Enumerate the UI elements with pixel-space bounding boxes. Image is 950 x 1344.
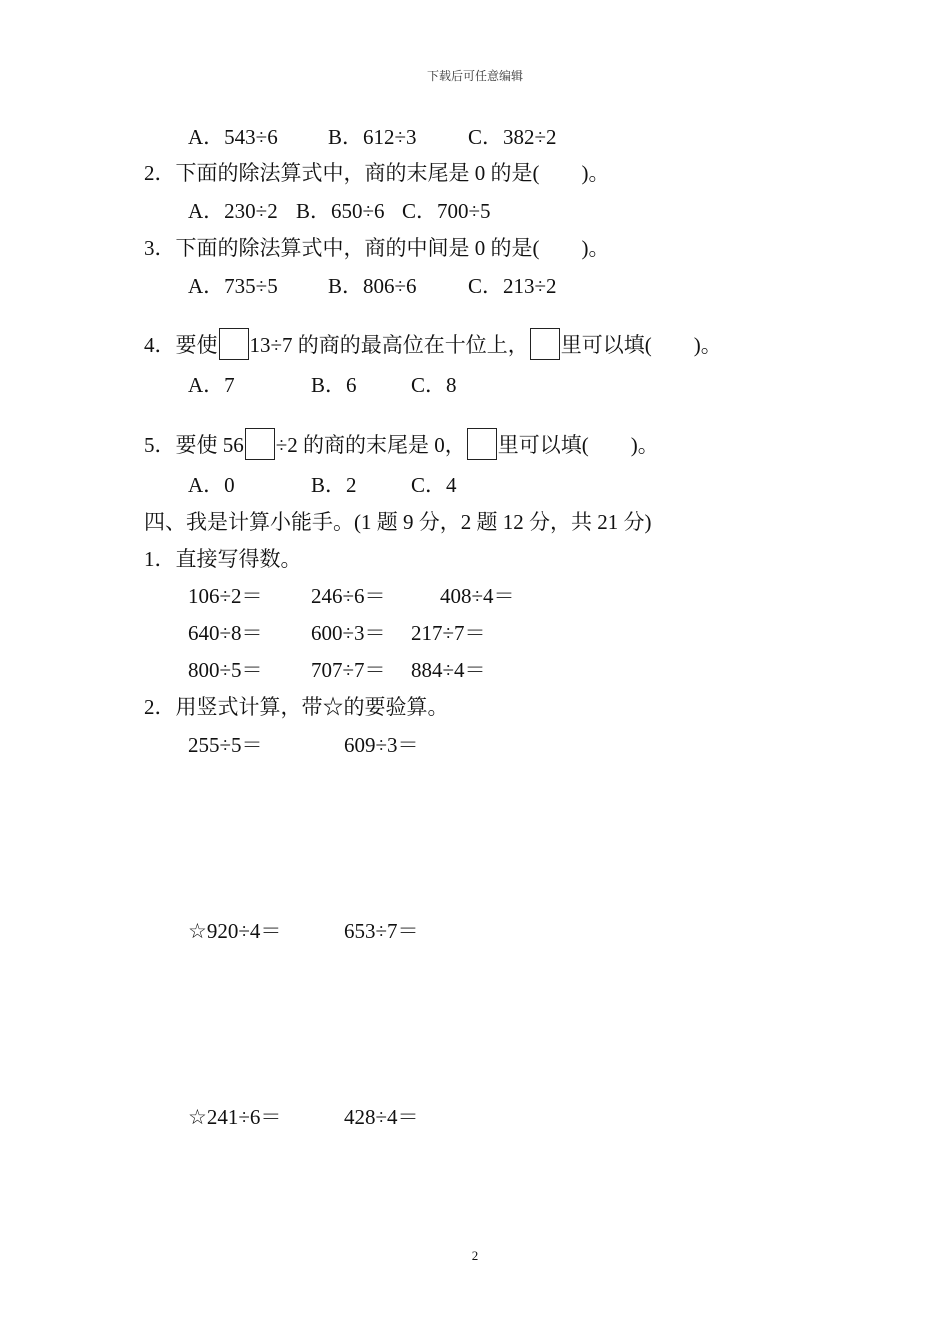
q3-text: 3．下面的除法算式中，商的中间是 0 的是( )。 xyxy=(144,236,610,260)
page-header: 下载后可任意编辑 xyxy=(426,69,523,83)
oral-calc-item: 246÷6＝ xyxy=(311,584,386,608)
q1-option-a: A．543÷6 xyxy=(188,125,278,149)
q5-blank-box-1 xyxy=(245,428,275,460)
vertical-calc-item: 255÷5＝ xyxy=(188,733,263,757)
q4-middle: 13÷7 的商的最高位在十位上， xyxy=(249,333,529,357)
vertical-calc-item: ☆241÷6＝ xyxy=(188,1105,282,1129)
oral-calc-item: 106÷2＝ xyxy=(188,584,263,608)
q5-option-b: B．2 xyxy=(311,473,357,497)
section-4-sub2: 2．用竖式计算，带☆的要验算。 xyxy=(144,695,449,719)
vertical-calc-item: 653÷7＝ xyxy=(344,919,419,943)
q2-option-a: A．230÷2 xyxy=(188,199,278,223)
q2-text: 2．下面的除法算式中，商的末尾是 0 的是( )。 xyxy=(144,161,610,185)
q5-middle: ÷2 的商的末尾是 0， xyxy=(275,433,466,457)
q2-option-c: C．700÷5 xyxy=(402,199,491,223)
vertical-calc-item: 428÷4＝ xyxy=(344,1105,419,1129)
q4-blank-box-2 xyxy=(530,328,560,360)
section-4-title: 四、我是计算小能手。(1 题 9 分，2 题 12 分，共 21 分) xyxy=(144,510,652,534)
q4-option-a: A．7 xyxy=(188,373,235,397)
q5-blank-box-2 xyxy=(467,428,497,460)
q5-option-a: A．0 xyxy=(188,473,235,497)
oral-calc-item: 600÷3＝ xyxy=(311,621,386,645)
q5-suffix: 里可以填( )。 xyxy=(497,433,659,457)
q5-option-c: C．4 xyxy=(411,473,457,497)
page-number: 2 xyxy=(471,1248,479,1263)
oral-calc-item: 217÷7＝ xyxy=(411,621,486,645)
section-4-sub1: 1．直接写得数。 xyxy=(144,547,302,571)
q5-text xyxy=(144,428,659,460)
q4-suffix: 里可以填( )。 xyxy=(560,333,722,357)
oral-calc-item: 884÷4＝ xyxy=(411,658,486,682)
q3-option-b: B．806÷6 xyxy=(328,274,417,298)
oral-calc-item: 800÷5＝ xyxy=(188,658,263,682)
q4-blank-box-1 xyxy=(219,328,249,360)
vertical-calc-item: ☆920÷4＝ xyxy=(188,919,282,943)
vertical-calc-item: 609÷3＝ xyxy=(344,733,419,757)
oral-calc-item: 408÷4＝ xyxy=(440,584,515,608)
q4-text xyxy=(144,328,722,360)
q1-option-c: C．382÷2 xyxy=(468,125,557,149)
q4-option-b: B．6 xyxy=(311,373,357,397)
q3-option-a: A．735÷5 xyxy=(188,274,278,298)
q4-option-c: C．8 xyxy=(411,373,457,397)
oral-calc-item: 707÷7＝ xyxy=(311,658,386,682)
q5-prefix: 5．要使 56 xyxy=(144,433,244,457)
q1-option-b: B．612÷3 xyxy=(328,125,417,149)
q3-option-c: C．213÷2 xyxy=(468,274,557,298)
q4-prefix: 4．要使 xyxy=(144,333,218,357)
q2-option-b: B．650÷6 xyxy=(296,199,385,223)
oral-calc-item: 640÷8＝ xyxy=(188,621,263,645)
